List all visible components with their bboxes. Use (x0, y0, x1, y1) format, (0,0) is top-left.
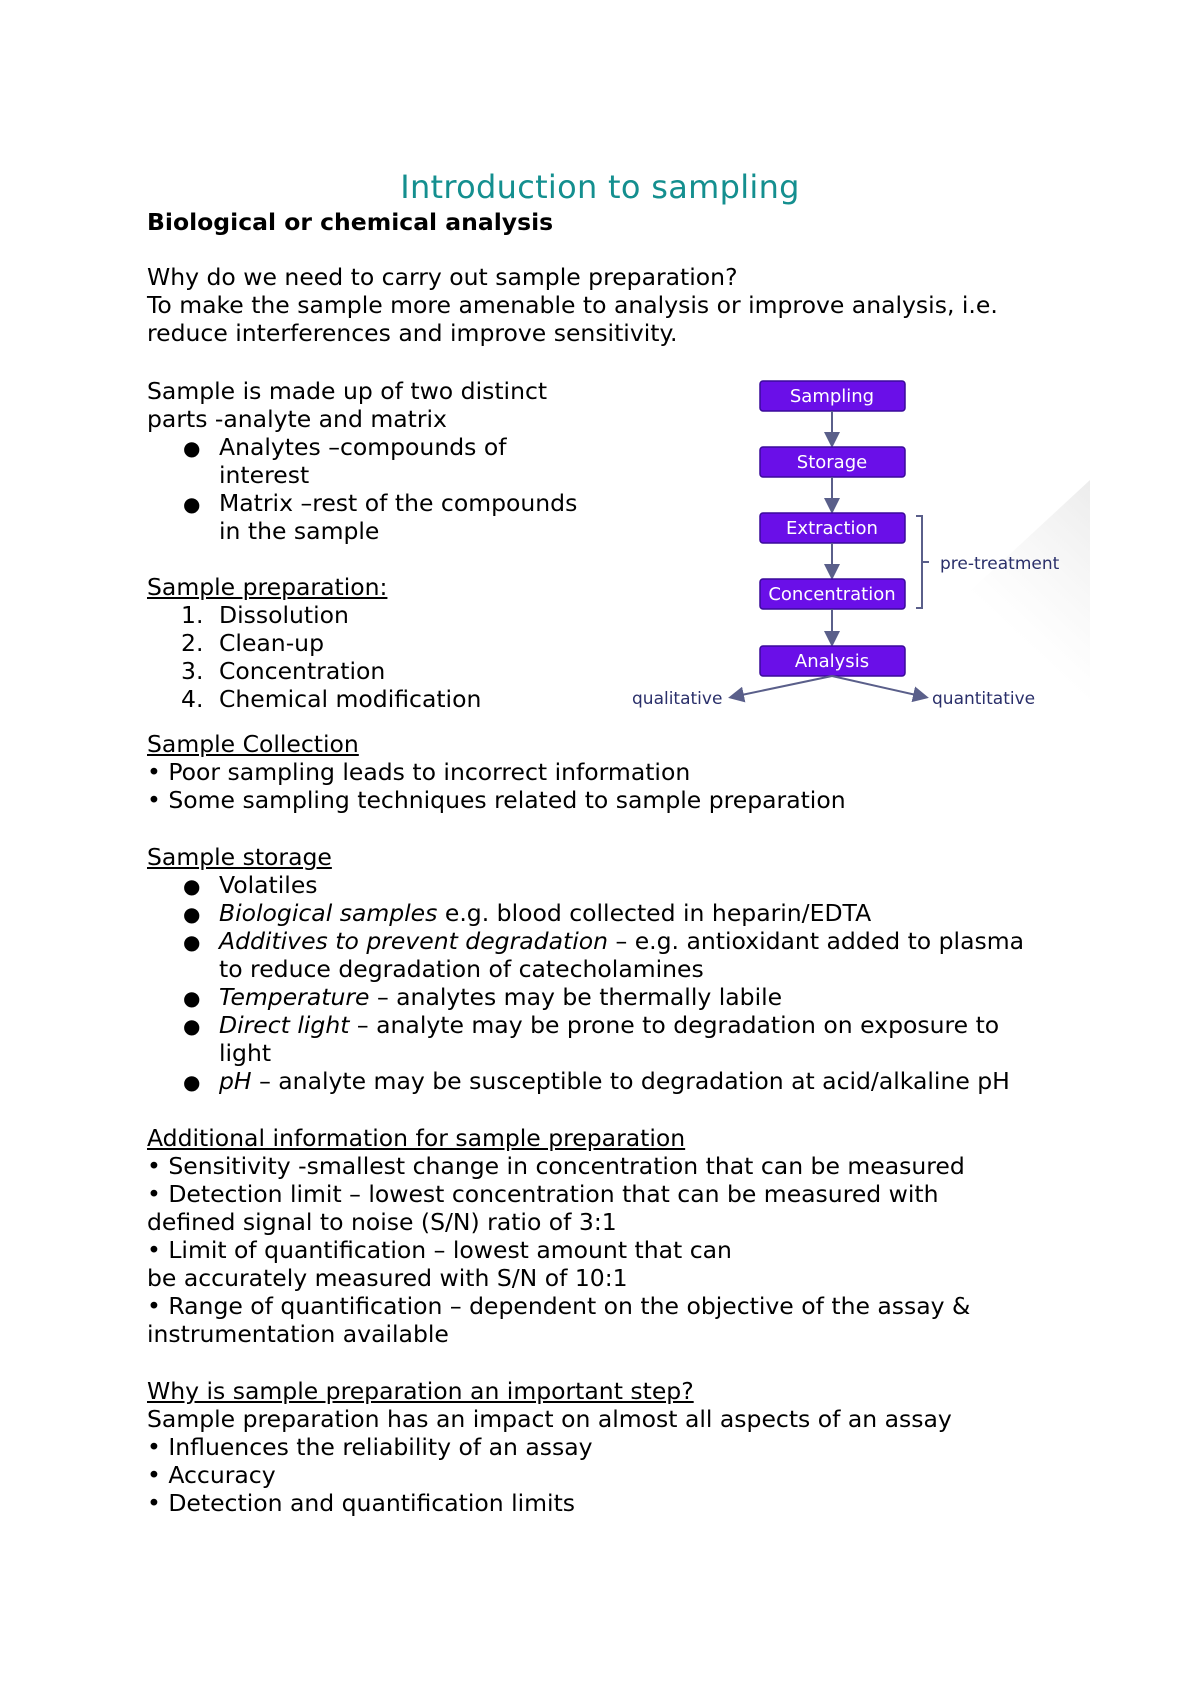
prep-step: Chemical modification (219, 685, 482, 713)
additional-line: • Detection limit – lowest concentration that can be measured with (147, 1180, 939, 1208)
flow-diagram-svg (620, 370, 1090, 730)
bullet-icon: ● (183, 874, 201, 898)
storage-desc: – analyte may be susceptible to degradation at acid/alkaline pH (251, 1067, 1010, 1095)
subtitle: Biological or chemical analysis (147, 208, 554, 236)
storage-desc: e.g. blood collected in heparin/EDTA (437, 899, 872, 927)
storage-item-additives-line2: to reduce degradation of catecholamines (219, 955, 704, 983)
storage-heading: Sample storage (147, 843, 332, 871)
importance-line: • Influences the reliability of an assay (147, 1433, 593, 1461)
intro-question: Why do we need to carry out sample preparation? (147, 263, 738, 291)
flow-box-analysis (760, 646, 905, 676)
storage-item-temperature (219, 983, 782, 1011)
additional-line: defined signal to noise (S/N) ratio of 3:1 (147, 1208, 617, 1236)
matrix-line2: in the sample (219, 517, 380, 545)
additional-line: • Limit of quantification – lowest amount that can (147, 1236, 732, 1264)
storage-term: Additives to prevent degradation (219, 927, 608, 955)
storage-item-ph (219, 1067, 1010, 1095)
bullet-icon: ● (183, 902, 201, 926)
collection-item: • Poor sampling leads to incorrect information (147, 758, 691, 786)
bullet-icon: ● (183, 930, 201, 954)
importance-heading: Why is sample preparation an important step? (147, 1377, 694, 1405)
bullet-icon: ● (183, 436, 201, 460)
prep-step: Dissolution (219, 601, 349, 629)
list-number: 1. (181, 601, 204, 629)
matrix-line1: Matrix –rest of the compounds (219, 489, 578, 517)
storage-item-volatiles: Volatiles (219, 871, 318, 899)
flow-box-label: Extraction (786, 518, 878, 539)
analytes-line2: interest (219, 461, 310, 489)
list-number: 3. (181, 657, 204, 685)
additional-line: • Range of quantification – dependent on the objective of the assay & (147, 1292, 971, 1320)
flow-box-concentration (760, 579, 905, 609)
analytes-line1: Analytes –compounds of (219, 433, 507, 461)
prep-step: Clean-up (219, 629, 324, 657)
qualitative-arrow (732, 676, 832, 697)
storage-term: Biological samples (219, 899, 438, 927)
flow-box-sampling (760, 381, 905, 411)
additional-line: • Sensitivity -smallest change in concentration that can be measured (147, 1152, 965, 1180)
storage-item-additives (219, 927, 1024, 955)
list-number: 4. (181, 685, 204, 713)
storage-desc: – analytes may be thermally labile (369, 983, 783, 1011)
flow-box-label: Sampling (789, 386, 875, 407)
storage-desc: – e.g. antioxidant added to plasma (608, 927, 1025, 955)
additional-line: instrumentation available (147, 1320, 449, 1348)
prep-step: Concentration (219, 657, 386, 685)
importance-line: • Accuracy (147, 1461, 276, 1489)
sample-parts-line2: parts -analyte and matrix (147, 405, 447, 433)
sample-prep-heading: Sample preparation: (147, 573, 388, 601)
storage-item-biological (219, 899, 871, 927)
storage-desc: – analyte may be prone to degradation on exposure to (349, 1011, 1000, 1039)
flow-box-storage (760, 447, 905, 477)
flow-box-extraction (760, 513, 905, 543)
bullet-icon: ● (183, 986, 201, 1010)
sample-parts-line1: Sample is made up of two distinct (147, 377, 548, 405)
qualitative-label: qualitative (632, 689, 723, 709)
importance-line: Sample preparation has an impact on almost all aspects of an assay (147, 1405, 952, 1433)
importance-line: • Detection and quantification limits (147, 1489, 576, 1517)
quantitative-label: quantitative (932, 689, 1036, 709)
collection-item: • Some sampling techniques related to sample preparation (147, 786, 846, 814)
storage-term: Direct light (219, 1011, 350, 1039)
sample-flow-diagram (620, 370, 1090, 730)
additional-line: be accurately measured with S/N of 10:1 (147, 1264, 628, 1292)
bullet-icon: ● (183, 1014, 201, 1038)
storage-item-light (219, 1011, 999, 1039)
additional-heading: Additional information for sample preparation (147, 1124, 686, 1152)
storage-item-light-line2: light (219, 1039, 272, 1067)
list-number: 2. (181, 629, 204, 657)
intro-answer-line2: reduce interferences and improve sensitivity. (147, 319, 678, 347)
pre-treatment-bracket (916, 516, 922, 608)
bullet-icon: ● (183, 492, 201, 516)
storage-term: pH (219, 1067, 252, 1095)
page-title: Introduction to sampling (400, 168, 800, 206)
pre-treatment-label: pre-treatment (940, 554, 1060, 574)
flow-box-label: Analysis (794, 651, 870, 672)
flow-box-label: Storage (796, 452, 868, 473)
bullet-icon: ● (183, 1070, 201, 1094)
collection-heading: Sample Collection (147, 730, 359, 758)
flow-box-label: Concentration (768, 584, 896, 605)
intro-answer-line1: To make the sample more amenable to analysis or improve analysis, i.e. (147, 291, 998, 319)
storage-term: Temperature (219, 983, 370, 1011)
